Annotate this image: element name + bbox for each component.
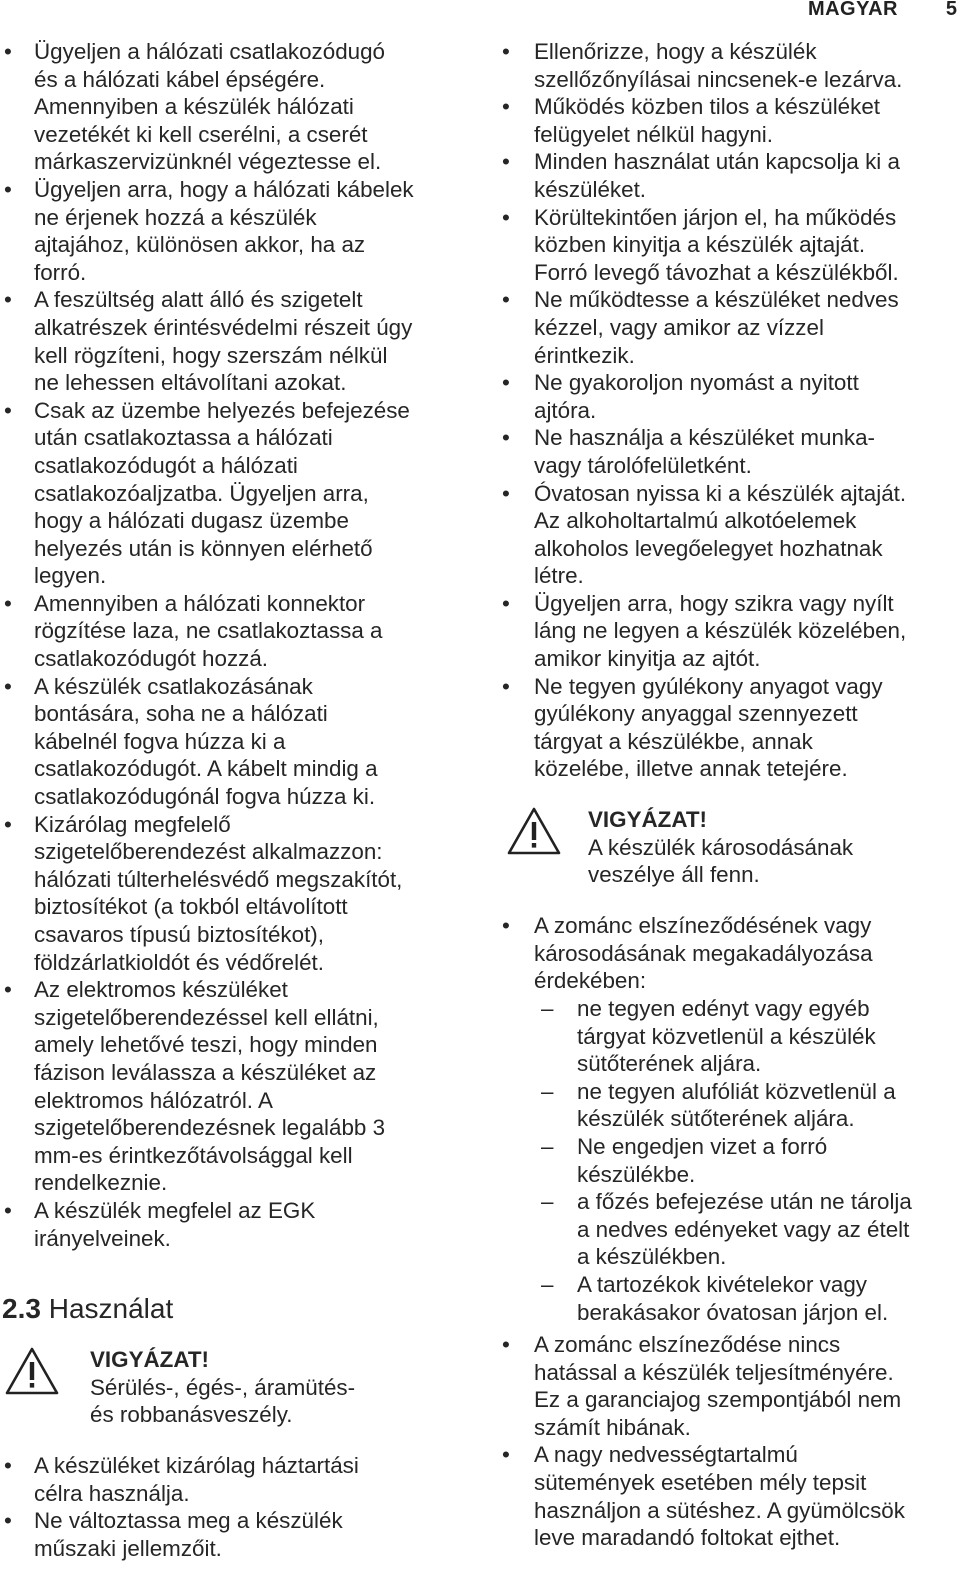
list-item-line: hatással a készülék teljesítményére. — [534, 1359, 894, 1385]
list-item-line: ajtajához, különösen akkor, ha az — [34, 232, 366, 258]
bullet-icon: • — [502, 1442, 510, 1468]
list-item — [496, 1441, 958, 1551]
list-item-line: elektromos hálózatról. A — [34, 1087, 273, 1113]
bullet-icon: • — [4, 590, 12, 616]
list-item-line: mm-es érintkezőtávolsággal kell — [34, 1142, 353, 1168]
list-item-line: vagy tárolófelületként. — [534, 452, 752, 478]
dash-icon: – — [541, 1133, 554, 1159]
list-item-line: érdekében: — [534, 968, 647, 994]
list-item-line: Ne gyakoroljon nyomást a nyitott — [534, 370, 859, 396]
list-item-line: sütemények esetében mély tepsit — [534, 1469, 867, 1495]
list-item — [496, 673, 958, 783]
list-item-line: kábelnél fogva húzza ki a — [34, 728, 286, 754]
bullet-icon: • — [502, 204, 510, 230]
list-item-line: A készülék megfelel az EGK — [34, 1197, 316, 1223]
list-item-line: A nagy nedvességtartalmú — [534, 1442, 798, 1468]
bullet-icon: • — [502, 1332, 510, 1357]
bullet-icon: • — [4, 39, 12, 64]
list-item-line: leve maradandó foltokat ejthet. — [534, 1525, 841, 1551]
list-item — [0, 590, 470, 673]
list-item-line: gyúlékony anyaggal szennyezett — [534, 701, 858, 727]
list-item — [0, 976, 470, 1197]
warning-text-line: A készülék károsodásának — [588, 834, 854, 860]
bullet-icon: • — [502, 673, 510, 699]
list-item-line: ne érjenek hozzá a készülék — [34, 204, 317, 230]
warning-title: VIGYÁZAT! — [90, 1347, 209, 1372]
list-item-line: közben kinyitja a készülék ajtaját. — [534, 232, 866, 258]
list-item — [0, 1197, 470, 1252]
list-item-line: rendelkeznie. — [34, 1170, 168, 1196]
sub-list-item — [496, 1271, 958, 1326]
list-item-line: készülékbe. — [577, 1161, 696, 1187]
sub-list-item — [496, 1188, 958, 1271]
list-item — [0, 286, 470, 396]
list-item-line: A készüléket kizárólag háztartási — [34, 1453, 359, 1478]
bullet-icon: • — [502, 425, 510, 451]
warning-text-line: Sérülés-, égés-, áramütés- — [90, 1374, 356, 1400]
bullet-icon: • — [4, 1453, 12, 1478]
list-item-line: Amennyiben a hálózati konnektor — [34, 590, 366, 616]
list-item-line: szellőzőnyílásai nincsenek-e lezárva. — [534, 66, 903, 92]
usage-list-left — [0, 1452, 470, 1562]
list-item-line: érintkezik. — [534, 342, 635, 368]
list-item-line: fázison leválassza a készüléket az — [34, 1059, 377, 1085]
bullet-icon: • — [502, 590, 510, 616]
list-item-line: felügyelet nélkül hagyni. — [534, 121, 773, 147]
list-item — [496, 38, 958, 93]
list-item-line: Amennyiben a készülék hálózati — [34, 94, 354, 120]
list-item — [496, 1331, 958, 1441]
list-item-line: készüléket. — [534, 176, 647, 202]
bullet-icon: • — [502, 149, 510, 175]
list-item-line: szigetelőberendezéssel kell ellátni, — [34, 1004, 379, 1030]
list-item-line: A tartozékok kivételekor vagy — [577, 1271, 867, 1297]
list-item — [496, 480, 958, 590]
list-item — [0, 673, 470, 811]
list-item-line: helyezés után is könnyen elérhető — [34, 535, 373, 561]
bullet-icon: • — [502, 480, 510, 506]
list-item — [0, 811, 470, 977]
bullet-icon: • — [4, 811, 12, 837]
list-item — [0, 176, 470, 286]
list-item-line: hogy a hálózati dugasz üzembe — [34, 508, 349, 534]
list-item-line: közelébe, illetve annak tetejére. — [534, 756, 848, 782]
warning-triangle-icon — [4, 1346, 60, 1396]
bullet-icon: • — [4, 1197, 12, 1223]
list-item — [496, 590, 958, 673]
bullet-icon: • — [4, 397, 12, 423]
list-item-line: rögzítése laza, ne csatlakoztassa a — [34, 618, 383, 644]
list-item-line: csatlakozóaljzatba. Ügyeljen arra, — [34, 480, 369, 506]
bullet-icon: • — [502, 913, 510, 938]
safety-list-left — [0, 38, 470, 1252]
list-item-line: csatlakozódugót a hálózati — [34, 452, 298, 478]
list-item-line: sütőterének aljára. — [577, 1051, 762, 1077]
section-title: Használat — [48, 1293, 174, 1324]
bullet-icon: • — [4, 977, 12, 1003]
list-item — [496, 912, 958, 995]
list-item-line: tárgyat a készülékbe, annak — [534, 728, 813, 754]
list-item-line: használjon a sütéshez. A gyümölcsök — [534, 1497, 905, 1523]
list-item-line: Csak az üzembe helyezés befejezése — [34, 397, 410, 423]
list-item-line: amely lehetővé teszi, hogy minden — [34, 1032, 378, 1058]
list-item-line: szigetelőberendezésnek legalább 3 — [34, 1115, 386, 1141]
list-item — [0, 397, 470, 590]
bullet-icon: • — [4, 673, 12, 699]
list-item — [496, 148, 958, 203]
list-item-line: legyen. — [34, 563, 107, 589]
list-item-line: alkoholos levegőelegyet hozhatnak — [534, 535, 883, 561]
list-item-line: a főzés befejezése után ne tárolja — [577, 1189, 912, 1215]
list-item-line: Körültekintően járjon el, ha működés — [534, 204, 897, 230]
list-item-line: Az alkoholtartalmú alkotóelemek — [534, 508, 857, 534]
list-item-line: márkaszervizünknél végeztesse el. — [34, 149, 382, 175]
bullet-icon: • — [502, 39, 510, 64]
dash-icon: – — [541, 1271, 554, 1297]
page-header — [0, 0, 960, 20]
list-item-line: forró. — [34, 259, 87, 285]
list-item-line: károsodásának megakadályozása — [534, 940, 873, 966]
bullet-icon: • — [4, 176, 12, 202]
list-item-line: csatlakozódugót. A kábelt mindig a — [34, 756, 378, 782]
dash-icon: – — [541, 1078, 554, 1104]
bullet-icon: • — [502, 287, 510, 313]
list-item-line: Ne működtesse a készüléket nedves — [534, 287, 899, 313]
section-number: 2.3 — [2, 1293, 41, 1324]
list-item-line: bontására, soha ne a hálózati — [34, 701, 328, 727]
list-item-line: irányelveinek. — [34, 1225, 171, 1251]
list-item-line: vezetékét ki kell cserélni, a cserét — [34, 121, 368, 147]
list-item-line: ne tegyen alufóliát közvetlenül a — [577, 1078, 896, 1104]
enamel-sub-list — [496, 995, 958, 1326]
dash-icon: – — [541, 1189, 554, 1215]
list-item-line: hálózati túlterhelésvédő megszakítót, — [34, 866, 403, 892]
sub-list-item — [496, 1133, 958, 1188]
list-item-line: földzárlatkioldót és védőrelét. — [34, 949, 324, 975]
list-item-line: biztosítékot (a tokból eltávolított — [34, 894, 348, 920]
list-item — [496, 204, 958, 287]
list-item-line: Ügyeljen arra, hogy a hálózati kábelek — [34, 176, 414, 202]
list-item — [496, 286, 958, 369]
warning-block-usage — [4, 1346, 464, 1436]
list-item — [496, 93, 958, 148]
list-item-line: a készülékben. — [577, 1244, 727, 1270]
list-item-line: A készülék csatlakozásának — [34, 673, 313, 699]
list-item — [0, 1507, 470, 1562]
list-item-line: Ellenőrizze, hogy a készülék — [534, 39, 817, 64]
list-item-line: készülék sütőterének aljára. — [577, 1106, 855, 1132]
list-item-line: csavaros típusú biztosítékot), — [34, 922, 324, 947]
list-item-line: műszaki jellemzőit. — [34, 1535, 222, 1561]
list-item-line: A zománc elszíneződésének vagy — [534, 913, 872, 938]
list-item-line: csatlakozódugónál fogva húzza ki. — [34, 784, 376, 810]
warning-title: VIGYÁZAT! — [588, 807, 707, 832]
list-item-line: Az elektromos készüléket — [34, 977, 288, 1003]
list-item — [0, 38, 470, 176]
list-item-line: A zománc elszíneződése nincs — [534, 1332, 841, 1357]
section-heading — [2, 1292, 402, 1326]
warning-triangle-icon — [506, 806, 562, 856]
page-number: 5 — [945, 0, 957, 20]
list-item — [496, 424, 958, 479]
list-item-line: láng ne legyen a készülék közelében, — [534, 618, 907, 644]
warning-text-line: veszélye áll fenn. — [588, 862, 760, 888]
list-item-line: a nedves edényeket vagy az ételt — [577, 1216, 910, 1242]
list-item-line: amikor kinyitja az ajtót. — [534, 646, 761, 672]
list-item — [496, 369, 958, 424]
list-item-line: A feszültség alatt álló és szigetelt — [34, 287, 363, 313]
list-item-line: ne lehessen eltávolítani azokat. — [34, 370, 347, 396]
language-label: MAGYAR — [807, 0, 898, 20]
list-item-line: tárgyat közvetlenül a készülék — [577, 1023, 876, 1049]
warning-text-line: és robbanásveszély. — [90, 1402, 293, 1428]
list-item-line: Ez a garanciajog szempontjából nem — [534, 1387, 902, 1413]
bullet-icon: • — [4, 287, 12, 313]
list-item-line: csatlakozódugót hozzá. — [34, 646, 269, 672]
list-item-line: Ne tegyen gyúlékony anyagot vagy — [534, 673, 883, 699]
sub-list-item — [496, 995, 958, 1078]
list-item-line: számít hibának. — [534, 1414, 691, 1440]
list-item-line: berakásakor óvatosan járjon el. — [577, 1299, 889, 1325]
sub-list-item — [496, 1078, 958, 1133]
list-item-line: Működés közben tilos a készüléket — [534, 94, 880, 120]
dash-icon: – — [541, 996, 554, 1021]
list-item-line: Ügyeljen a hálózati csatlakozódugó — [34, 39, 386, 64]
list-item-line: alkatrészek érintésvédelmi részeit úgy — [34, 314, 413, 340]
list-item-line: célra használja. — [34, 1480, 190, 1506]
list-item-line: kézzel, vagy amikor az vízzel — [534, 314, 824, 340]
enamel-list — [496, 912, 958, 995]
bullet-icon: • — [502, 94, 510, 120]
list-item-line: Ne változtassa meg a készülék — [34, 1508, 343, 1534]
list-item — [0, 1452, 470, 1507]
list-item-line: Óvatosan nyissa ki a készülék ajtaját. — [534, 480, 907, 506]
list-item-line: Ne engedjen vizet a forró — [577, 1133, 828, 1159]
enamel-notes-list — [496, 1331, 958, 1552]
warning-block-damage — [506, 806, 956, 896]
usage-list-right — [496, 38, 958, 783]
bullet-icon: • — [502, 370, 510, 396]
list-item-line: és a hálózati kábel épségére. — [34, 66, 326, 92]
list-item-line: ne tegyen edényt vagy egyéb — [577, 996, 870, 1021]
list-item-line: Ügyeljen arra, hogy szikra vagy nyílt — [534, 590, 894, 616]
list-item-line: létre. — [534, 563, 584, 589]
list-item-line: ajtóra. — [534, 397, 597, 423]
list-item-line: Ne használja a készüléket munka- — [534, 425, 876, 451]
list-item-line: kell rögzíteni, hogy szerszám nélkül — [34, 342, 388, 368]
bullet-icon: • — [4, 1508, 12, 1534]
list-item-line: szigetelőberendezést alkalmazzon: — [34, 839, 383, 865]
list-item-line: Forró levegő távozhat a készülékből. — [534, 259, 899, 285]
list-item-line: Kizárólag megfelelő — [34, 811, 231, 837]
list-item-line: Minden használat után kapcsolja ki a — [534, 149, 900, 175]
list-item-line: után csatlakoztassa a hálózati — [34, 425, 333, 451]
